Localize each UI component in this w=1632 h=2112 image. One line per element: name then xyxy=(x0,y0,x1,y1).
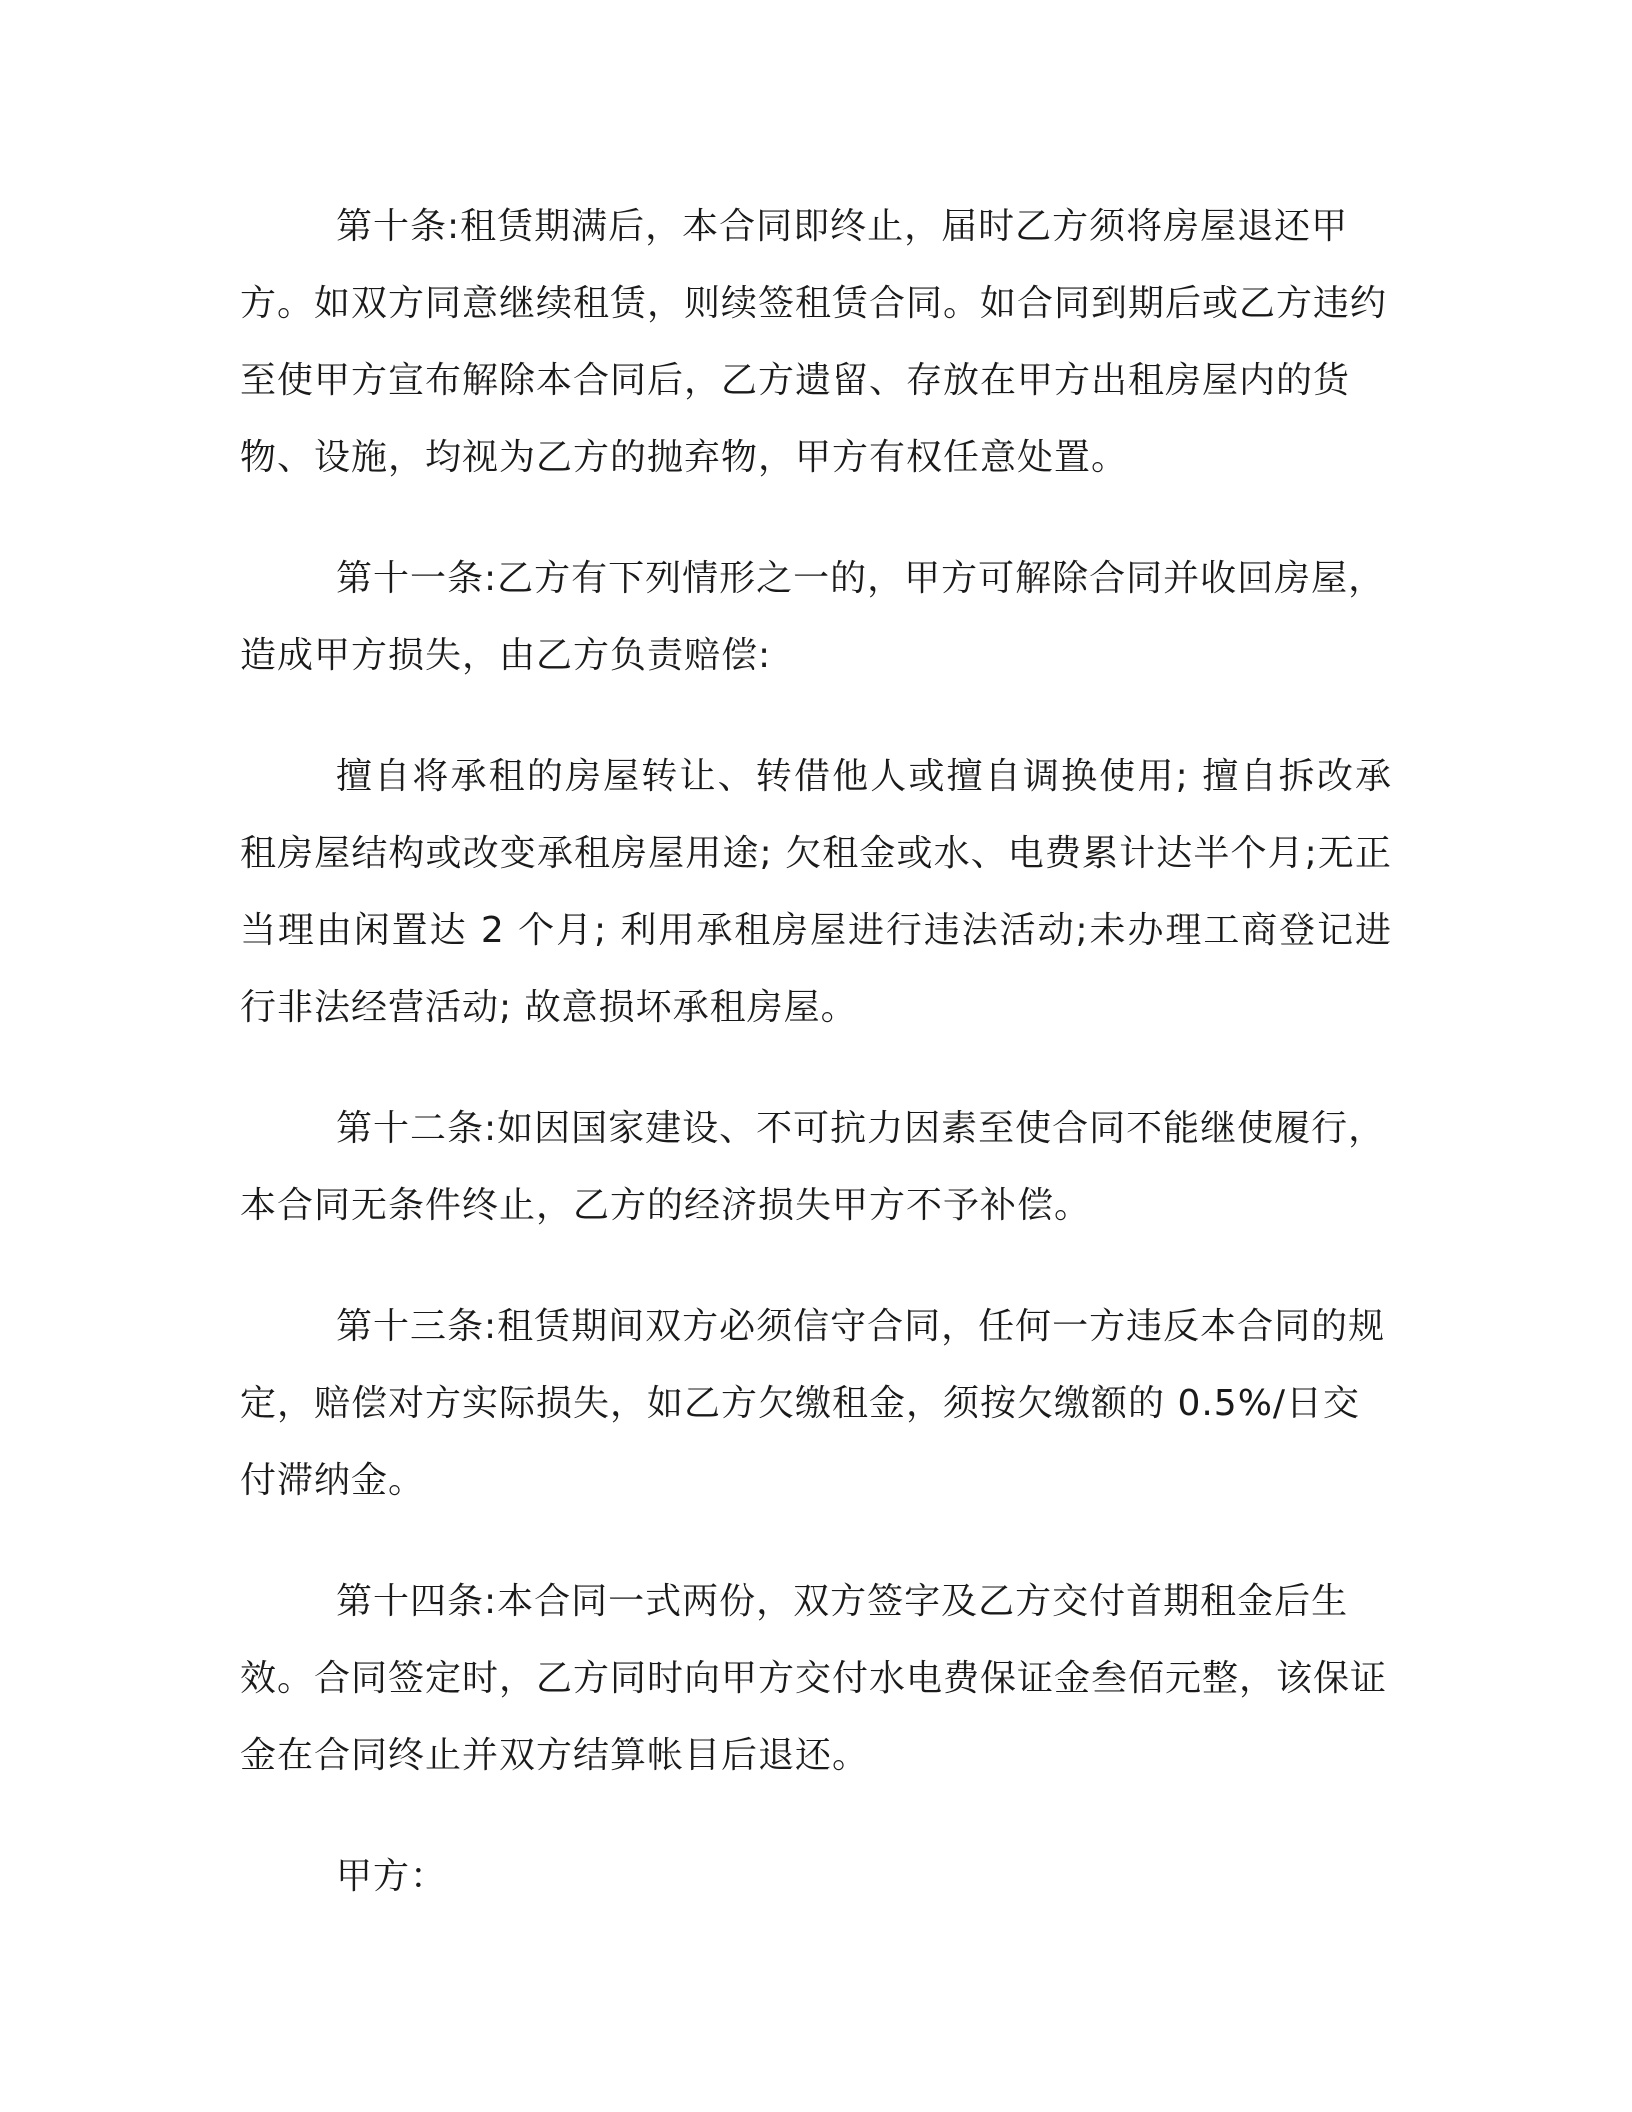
party-a-signature-label: 甲方： xyxy=(336,1856,448,1897)
clause-ten: 第十条:租赁期满后，本合同即终止，届时乙方须将房屋退还甲方。如双方同意继续租赁，则续签租赁合同。如合同到期后或乙方违约至使甲方宣布解除本合同后，乙方遗留、存放在甲方出租房屋内的货物、设施，均视为乙方的抛弃物，甲方有权任意处置。 xyxy=(240,206,1388,478)
document-page xyxy=(240,188,1392,1959)
clause-twelve: 第十二条:如因国家建设、不可抗力因素至使合同不能继使履行，本合同无条件终止，乙方的经济损失甲方不予补偿。 xyxy=(240,1108,1386,1226)
clause-thirteen: 第十三条:租赁期间双方必须信守合同，任何一方违反本合同的规定，赔偿对方实际损失，如乙方欠缴租金，须按欠缴额的 0.5%/日交付滞纳金。 xyxy=(240,1306,1386,1501)
clause-eleven: 第十一条:乙方有下列情形之一的，甲方可解除合同并收回房屋，造成甲方损失，由乙方负责赔偿: xyxy=(240,558,1386,676)
clause-fourteen: 第十四条:本合同一式两份，双方签字及乙方交付首期租金后生效。合同签定时，乙方同时向甲方交付水电费保证金叁佰元整，该保证金在合同终止并双方结算帐目后退还。 xyxy=(240,1581,1388,1776)
clause-eleven-items: 擅自将承租的房屋转让、转借他人或擅自调换使用; 擅自拆改承租房屋结构或改变承租房屋用途; 欠租金或水、电费累计达半个月;无正当理由闲置达 2 个月; 利用承租房屋进行违法活动;未办理工商登记进行非法经营活动; 故意损坏承租房屋。 xyxy=(240,756,1392,1028)
